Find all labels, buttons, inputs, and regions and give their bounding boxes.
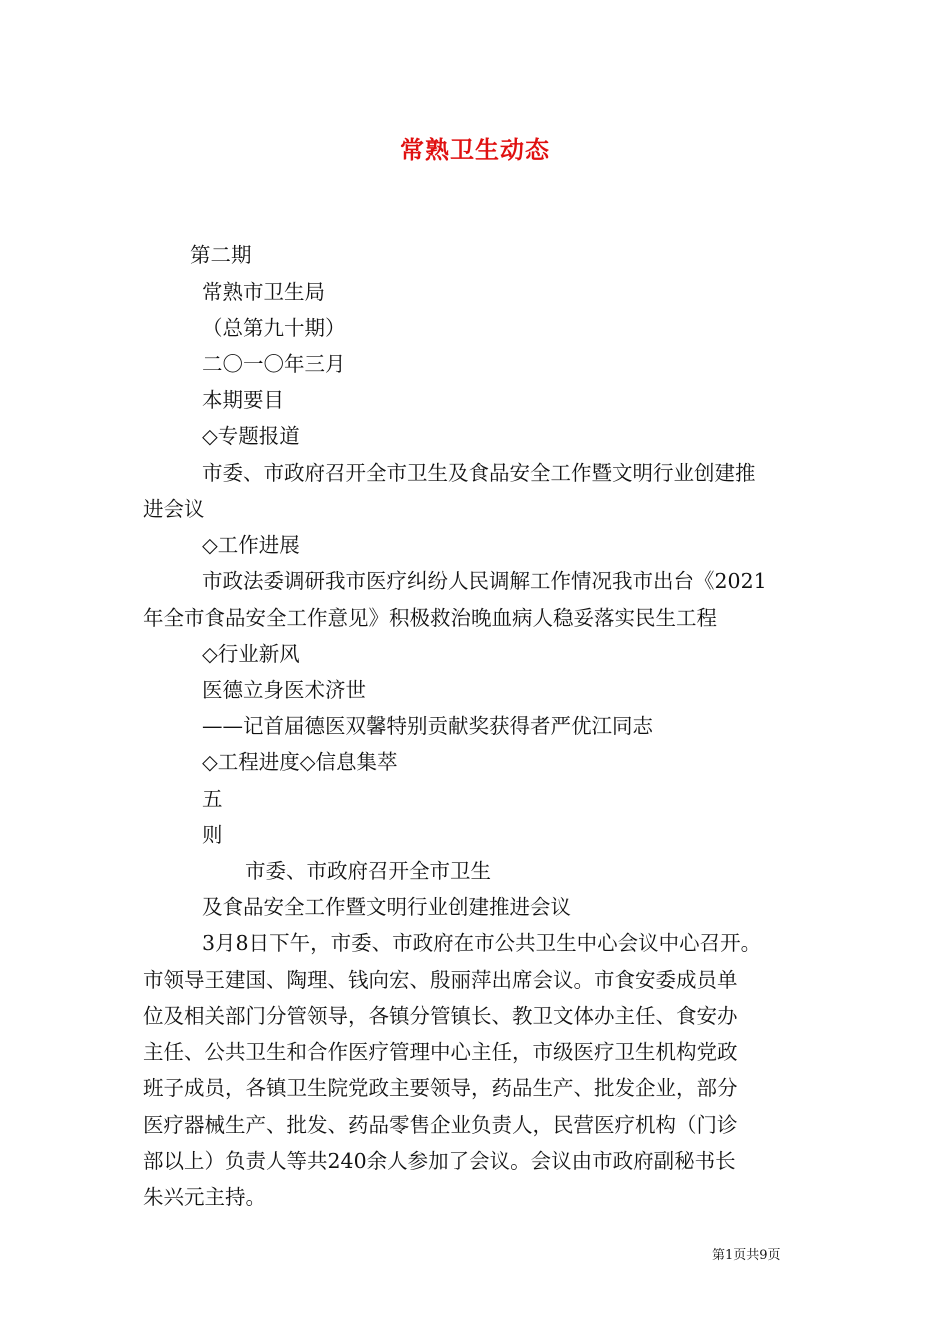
publisher: 常熟市卫生局 xyxy=(202,280,325,304)
contents-item: 市委、市政府召开全市卫生及食品安全工作暨文明行业创建推 xyxy=(202,461,756,485)
contents-subtitle: ——记首届德医双馨特别贡献奖获得者严优江同志 xyxy=(202,714,653,738)
contents-item-cont: 进会议 xyxy=(143,497,205,521)
article-title-cont: 及食品安全工作暨文明行业创建推进会议 xyxy=(202,895,571,919)
article-paragraph-line: 班子成员，各镇卫生院党政主要领导，药品生产、批发企业，部分 xyxy=(143,1076,738,1100)
total-issue: （总第九十期） xyxy=(202,316,346,340)
contents-count: 五 xyxy=(202,787,223,811)
contents-count-unit: 则 xyxy=(202,823,223,847)
article-paragraph-line: 市领导王建国、陶理、钱向宏、殷丽萍出席会议。市食安委成员单 xyxy=(143,968,738,992)
article-paragraph-line: 主任、公共卫生和合作医疗管理中心主任，市级医疗卫生机构党政 xyxy=(143,1040,738,1064)
article-paragraph-line: 位及相关部门分管领导，各镇分管镇长、教卫文体办主任、食安办 xyxy=(143,1004,738,1028)
section-industry: ◇行业新风 xyxy=(202,642,300,666)
article-paragraph-line: 医疗器械生产、批发、药品零售企业负责人，民营医疗机构（门诊 xyxy=(143,1113,738,1137)
section-work-progress: ◇工作进展 xyxy=(202,533,300,557)
page-footer: 第1页共9页 xyxy=(712,1248,781,1263)
document-title: 常熟卫生动态 xyxy=(400,135,550,164)
contents-item: 市政法委调研我市医疗纠纷人民调解工作情况我市出台《2021 xyxy=(202,569,767,593)
contents-item-cont: 年全市食品安全工作意见》积极救治晚血病人稳妥落实民生工程 xyxy=(143,606,717,630)
article-paragraph-line: 朱兴元主持。 xyxy=(143,1185,266,1209)
contents-item: 医德立身医术济世 xyxy=(202,678,366,702)
issue-number: 第二期 xyxy=(190,243,252,267)
issue-date: 二〇一〇年三月 xyxy=(202,352,346,376)
article-paragraph: 3月8日下午，市委、市政府在市公共卫生中心会议中心召开。 xyxy=(202,931,762,955)
article-paragraph-line: 部以上）负责人等共240余人参加了会议。会议由市政府副秘书长 xyxy=(143,1149,736,1173)
contents-heading: 本期要目 xyxy=(202,388,284,412)
article-title: 市委、市政府召开全市卫生 xyxy=(245,859,491,883)
section-project: ◇工程进度◇信息集萃 xyxy=(202,750,398,774)
section-special-report: ◇专题报道 xyxy=(202,424,300,448)
